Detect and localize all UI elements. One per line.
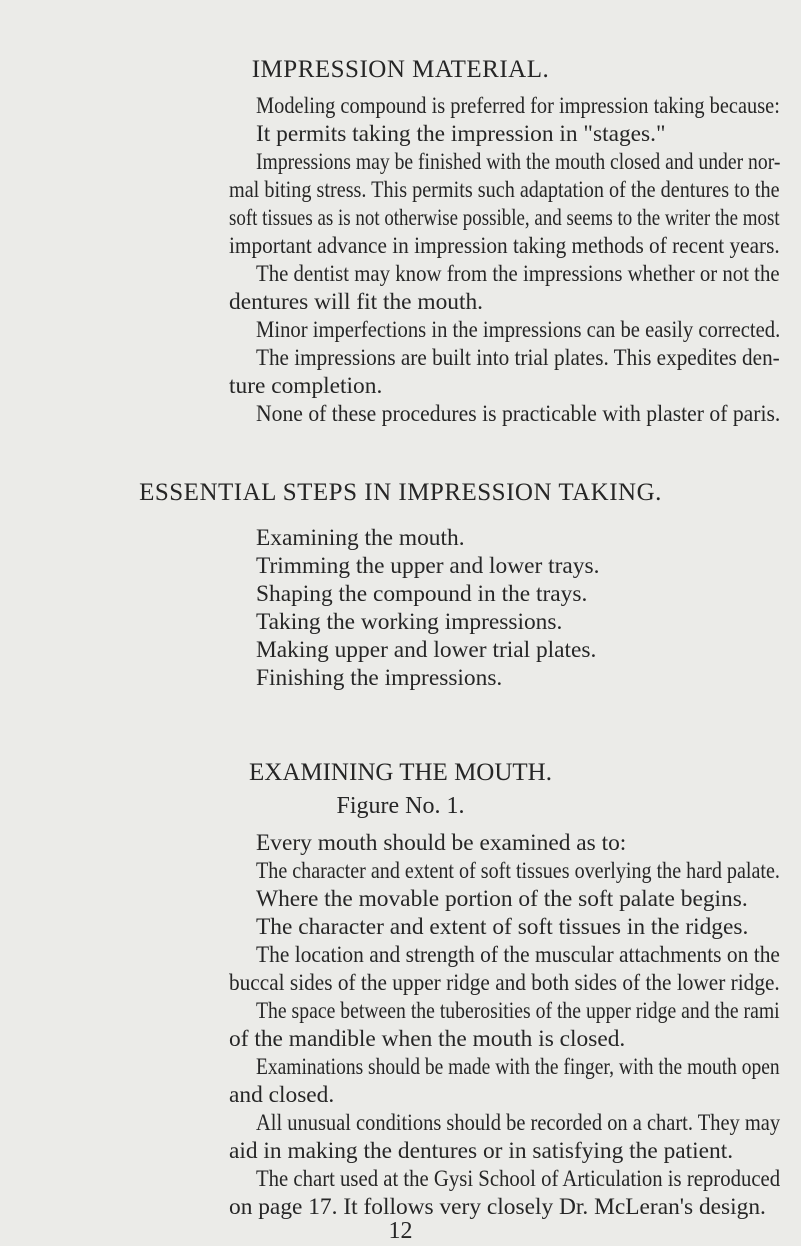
- step-item: Shaping the compound in the trays.: [256, 581, 588, 607]
- paragraph-line: of the mandible when the mouth is closed.: [229, 1026, 626, 1052]
- paragraph-line: aid in making the dentures or in satisfying the patient.: [229, 1138, 734, 1164]
- paragraph-line: The character and extent of soft tissues in the ridges.: [256, 914, 749, 940]
- paragraph-line: The chart used at the Gysi School of Articulation is reproduced: [256, 1166, 781, 1192]
- paragraph-line: dentures will fit the mouth.: [229, 289, 484, 315]
- step-item: Trimming the upper and lower trays.: [256, 553, 600, 579]
- paragraph-line: Impressions may be finished with the mouth closed and under nor-: [256, 149, 781, 175]
- paragraph-line: Where the movable portion of the soft palate begins.: [256, 886, 748, 912]
- paragraph-line: buccal sides of the upper ridge and both sides of the lower ridge.: [229, 970, 780, 996]
- step-item: Taking the working impressions.: [256, 609, 563, 635]
- paragraph-line: The dentist may know from the impressions whether or not the: [256, 261, 780, 287]
- paragraph-line: and closed.: [229, 1082, 335, 1108]
- paragraph-line: Examinations should be made with the finger, with the mouth open: [256, 1054, 780, 1080]
- step-item: Making upper and lower trial plates.: [256, 637, 597, 663]
- paragraph-line: Every mouth should be examined as to:: [256, 830, 627, 856]
- heading-impression-material: IMPRESSION MATERIAL.: [251, 56, 550, 83]
- heading-examining-the-mouth: EXAMINING THE MOUTH.: [249, 759, 552, 786]
- paragraph-line: mal biting stress. This permits such adaptation of the dentures to the: [229, 177, 780, 203]
- heading-essential-steps: ESSENTIAL STEPS IN IMPRESSION TAKING.: [139, 479, 662, 506]
- paragraph-line: important advance in impression taking methods of recent years.: [229, 233, 780, 259]
- paragraph-line: The character and extent of soft tissues overlying the hard palate.: [256, 858, 780, 884]
- paragraph-line: The location and strength of the muscular attachments on the: [256, 942, 780, 968]
- paragraph-line: ture completion.: [229, 373, 383, 399]
- step-item: Finishing the impressions.: [256, 665, 503, 691]
- figure-label: Figure No. 1.: [336, 793, 465, 819]
- page-number: 12: [388, 1218, 413, 1244]
- paragraph-line: on page 17. It follows very closely Dr. McLeran's design.: [229, 1194, 766, 1220]
- step-item: Examining the mouth.: [256, 525, 465, 551]
- paragraph-line: It permits taking the impression in "stages.": [256, 121, 666, 147]
- paragraph-line: soft tissues as is not otherwise possible, and seems to the writer the most: [229, 205, 780, 231]
- paragraph-line: The space between the tuberosities of the upper ridge and the rami: [256, 998, 780, 1024]
- paragraph-line: The impressions are built into trial plates. This expedites den-: [256, 345, 780, 371]
- paragraph-line: All unusual conditions should be recorded on a chart. They may: [256, 1110, 781, 1136]
- paragraph-line: None of these procedures is practicable with plaster of paris.: [256, 401, 781, 427]
- paragraph-line: Modeling compound is preferred for impression taking because:: [256, 93, 780, 119]
- paragraph-line: Minor imperfections in the impressions can be easily corrected.: [256, 317, 781, 343]
